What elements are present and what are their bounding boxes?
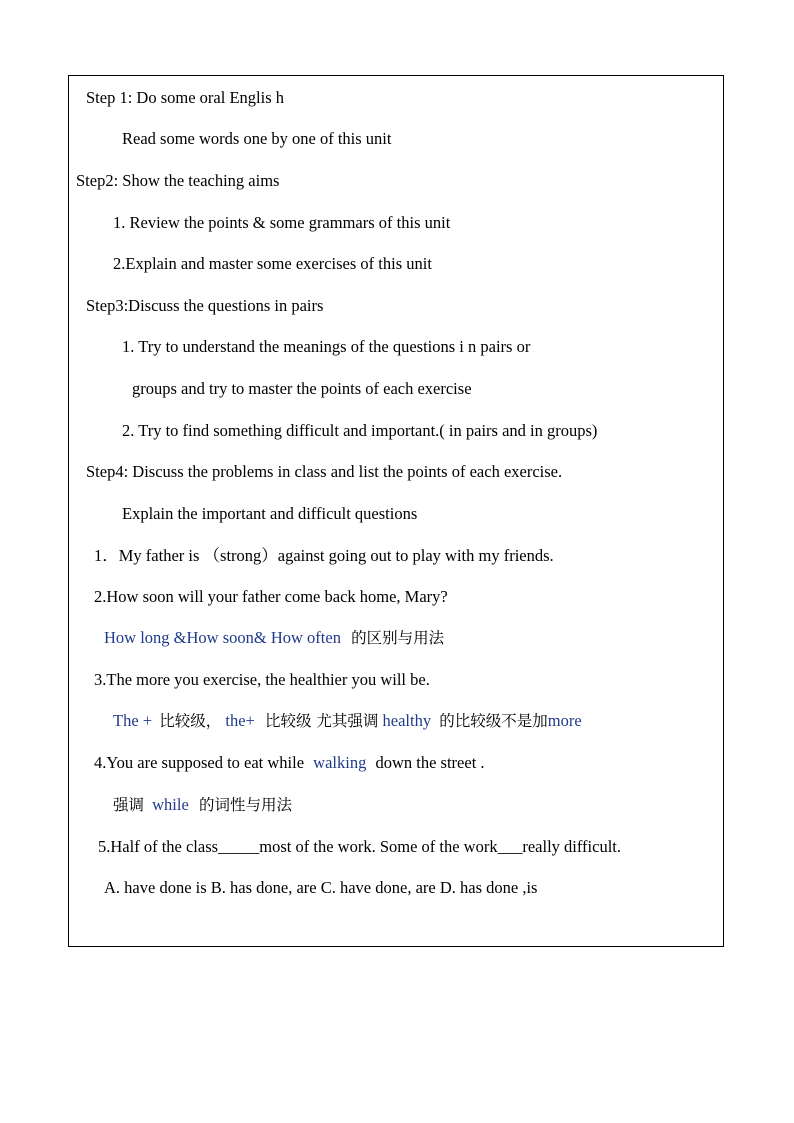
question-3: 3.The more you exercise, the healthier you will be. [94, 670, 430, 689]
step3-heading: Step3:Discuss the questions in pairs [86, 296, 324, 315]
question-2: 2.How soon will your father come back home, Mary? [94, 587, 448, 606]
step1-detail: Read some words one by one of this unit [122, 129, 392, 148]
note-3-more: more [547, 711, 582, 730]
question-4-end: down the street . [375, 753, 485, 772]
step1-heading: Step 1: Do some oral Englis h [86, 88, 284, 107]
note-3-comparative-2: 比较级 尤其强调 [264, 712, 379, 730]
note-3-healthy: healthy [382, 711, 432, 730]
note-3-explain: 的比较级不是加 [439, 712, 548, 730]
note-4 [113, 795, 292, 815]
question-4 [94, 753, 485, 773]
aim-2: 2.Explain and master some exercises of this unit [113, 254, 432, 273]
note-3-the: The + [113, 711, 153, 730]
note-2-text: 的区别与用法 [351, 629, 445, 647]
note-2-keywords: How long &How soon& How often [104, 628, 341, 647]
note-4-while: while [152, 795, 189, 814]
step2-heading: Step2: Show the teaching aims [76, 171, 280, 190]
note-3-comparative-1: 比较级， [159, 712, 222, 730]
question-4-keyword: walking [313, 753, 367, 772]
question-1: 1．My father is （strong）against going out to play with my friends. [94, 546, 554, 565]
note-2 [104, 628, 444, 648]
question-5-options: A. have done is B. has done, are C. have done, are D. has done ,is [104, 878, 538, 897]
note-3-the-plus: the+ [225, 711, 255, 730]
note-4-text: 的词性与用法 [198, 796, 292, 814]
step3-item-1: 1. Try to understand the meanings of the questions i n pairs or [122, 337, 531, 356]
note-4-emphasis: 强调 [113, 796, 145, 814]
note-3 [113, 711, 582, 731]
question-5: 5.Half of the class_____most of the work. Some of the work___really difficult. [98, 837, 622, 856]
step3-item-1-cont: groups and try to master the points of each exercise [132, 379, 472, 398]
step4-heading: Step4: Discuss the problems in class and list the points of each exercise. [86, 462, 563, 481]
step3-item-2: 2. Try to find something difficult and important.( in pairs and in groups) [122, 421, 598, 440]
aim-1: 1. Review the points & some grammars of this unit [113, 213, 451, 232]
question-4-start: 4.You are supposed to eat while [94, 753, 305, 772]
step4-detail: Explain the important and difficult questions [122, 504, 418, 523]
